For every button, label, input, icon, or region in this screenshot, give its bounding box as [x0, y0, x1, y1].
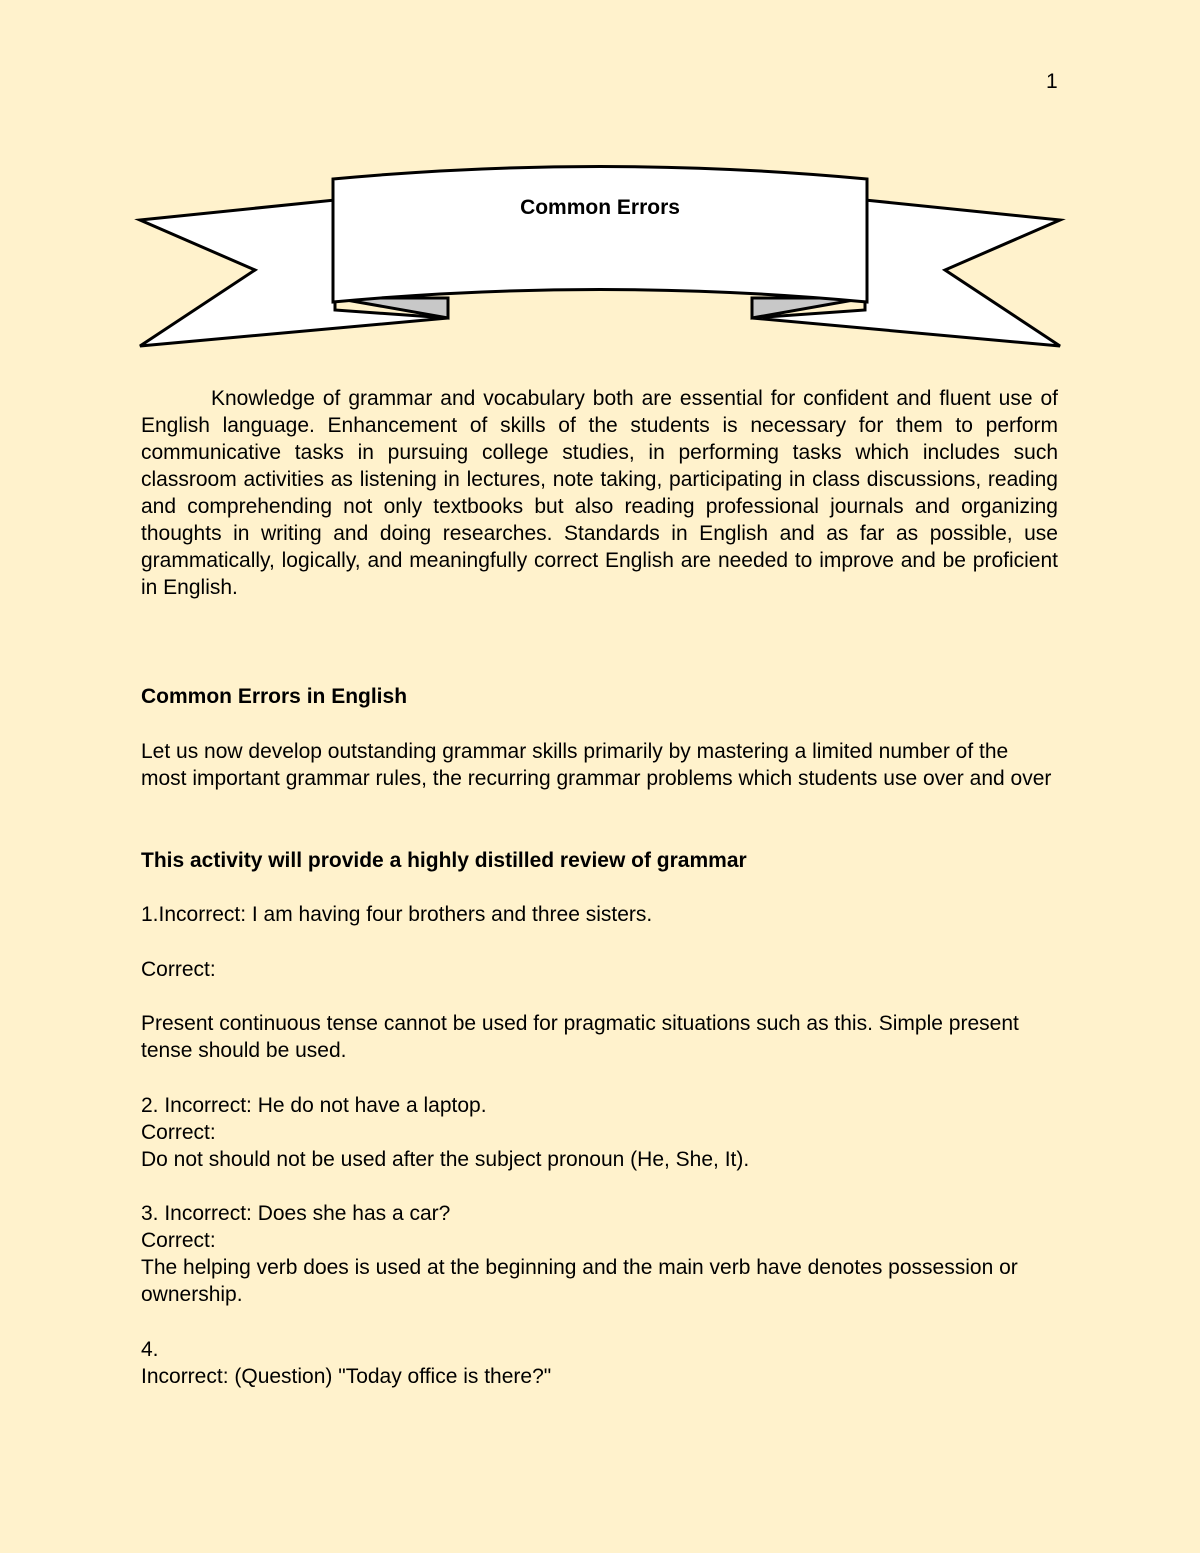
item-2-note: Do not should not be used after the subject pronoun (He, She, It). [141, 1148, 750, 1171]
item-4-incorrect: Incorrect: (Question) "Today office is there?" [141, 1365, 552, 1388]
section-heading: Common Errors in English [141, 685, 408, 708]
item-1-incorrect: 1.Incorrect: I am having four brothers and three sisters. [141, 903, 653, 926]
item-3-correct: Correct: [141, 1229, 216, 1252]
page-number: 1 [1046, 70, 1058, 93]
item-4-number: 4. [141, 1338, 159, 1361]
item-3-incorrect: 3. Incorrect: Does she has a car? [141, 1202, 451, 1225]
item-2-correct: Correct: [141, 1121, 216, 1144]
item-3-note: The helping verb does is used at the beginning and the main verb have denotes possession or ownership. [141, 1256, 1018, 1306]
ribbon-banner [130, 160, 1070, 360]
banner-title: Common Errors [520, 196, 680, 219]
item-2-incorrect: 2. Incorrect: He do not have a laptop. [141, 1094, 487, 1117]
section-description: Let us now develop outstanding grammar skills primarily by mastering a limited number of the most important grammar rules, the recurring grammar problems which students use over and over [141, 740, 1052, 790]
activity-heading: This activity will provide a highly distilled review of grammar [141, 849, 747, 872]
item-1-correct: Correct: [141, 958, 216, 981]
item-1-note: Present continuous tense cannot be used for pragmatic situations such as this. Simple present tense should be used. [141, 1012, 1019, 1062]
intro-paragraph: Knowledge of grammar and vocabulary both are essential for confident and fluent use of English language. Enhancement of skills of the students is necessary for them to perform communicative tasks in pursuing college studies, in performing tasks which includes such classroom activities as listening in lectures, note taking, participating in class discussions, reading and comprehending not only textbooks but also reading professional journals and organizing thoughts in writing and doing researches. Standards in English and as far as possible, use grammatically, logically, and meaningfully correct English are needed to improve and be proficient in English. [141, 387, 1058, 599]
